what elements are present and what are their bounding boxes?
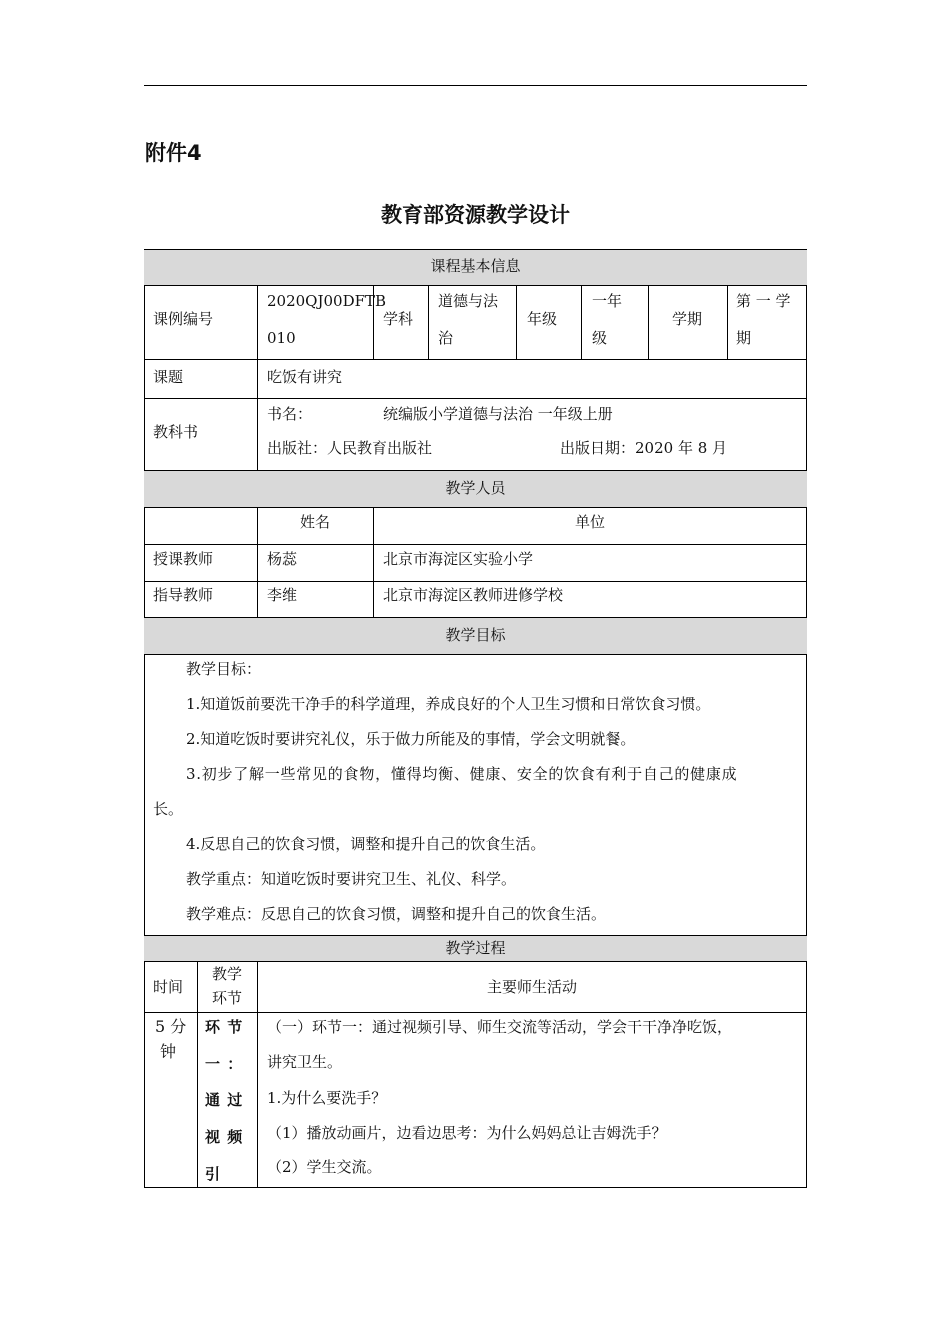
document-title: 教育部资源教学设计 <box>381 203 570 227</box>
objective-item: 3.初步了解一些常见的食物，懂得均衡、健康、安全的饮食有利于自己的健康成 <box>186 765 738 783</box>
publisher: 出版社：人民教育出版社 <box>267 439 433 457</box>
stage-name-line: 一 ： <box>205 1055 244 1073</box>
staff-col-unit: 单位 <box>574 513 605 531</box>
staff-unit: 北京市海淀区教师进修学校 <box>383 586 564 604</box>
section-header-process: 教学过程 <box>144 935 807 962</box>
staff-role: 指导教师 <box>153 586 214 604</box>
term-value-line1: 第 一 学 <box>736 292 791 310</box>
case-no-label: 课例编号 <box>153 310 214 328</box>
subject-value-line2: 治 <box>438 329 454 347</box>
header-rule <box>144 85 807 86</box>
section-header-objectives: 教学目标 <box>144 617 807 655</box>
activity-line: （1）播放动画片，边看边思考：为什么妈妈总让吉姆洗手？ <box>267 1124 667 1142</box>
book-name-label: 书名： <box>267 405 313 423</box>
activity-line: （一）环节一：通过视频引导、师生交流等活动，学会干干净净吃饭， <box>267 1018 733 1036</box>
topic-value: 吃饭有讲究 <box>267 368 343 386</box>
objectives-heading: 教学目标： <box>186 660 262 678</box>
subject-value-line1: 道德与法 <box>438 292 499 310</box>
subject-label: 学科 <box>383 310 414 328</box>
publish-date: 出版日期：2020 年 8 月 <box>560 439 728 457</box>
term-label: 学期 <box>672 310 703 328</box>
process-col-stage-line1: 教学 <box>211 965 242 983</box>
process-col-stage-line2: 环节 <box>211 989 242 1007</box>
objective-item: 4.反思自己的饮食习惯，调整和提升自己的饮食生活。 <box>186 835 546 853</box>
staff-role: 授课教师 <box>153 550 214 568</box>
objective-item-continued: 长。 <box>153 800 184 818</box>
grade-value-line1: 一年 <box>592 292 623 310</box>
process-col-activity: 主要师生活动 <box>486 978 577 996</box>
staff-col-name: 姓名 <box>299 513 330 531</box>
case-no-value-line1: 2020QJ00DFTB <box>267 292 387 310</box>
objective-item: 1.知道饭前要洗干净手的科学道理，养成良好的个人卫生习惯和日常饮食习惯。 <box>186 695 711 713</box>
section-header-basic-info: 课程基本信息 <box>144 249 807 286</box>
activity-line: （2）学生交流。 <box>267 1158 382 1176</box>
stage-time-line1: 5 分 <box>155 1017 187 1036</box>
term-value-line2: 期 <box>736 329 752 347</box>
attachment-label: 附件4 <box>145 141 202 165</box>
grade-label: 年级 <box>527 310 558 328</box>
stage-name-line: 引 <box>205 1165 221 1183</box>
activity-line: 讲究卫生。 <box>267 1053 343 1071</box>
staff-unit: 北京市海淀区实验小学 <box>383 550 534 568</box>
staff-name: 李维 <box>267 586 298 604</box>
stage-name-line: 通 过 <box>205 1091 244 1109</box>
section-header-staff: 教学人员 <box>144 470 807 508</box>
grade-value-line2: 级 <box>592 329 608 347</box>
case-no-value-line2: 010 <box>267 329 296 347</box>
objective-item: 2.知道吃饭时要讲究礼仪，乐于做力所能及的事情，学会文明就餐。 <box>186 730 636 748</box>
stage-time-line2: 钟 <box>160 1042 177 1061</box>
stage-name-line: 视 频 <box>205 1128 244 1146</box>
book-name-value: 统编版小学道德与法治 一年级上册 <box>383 405 613 423</box>
activity-line: 1.为什么要洗手？ <box>267 1089 387 1107</box>
topic-label: 课题 <box>153 368 184 386</box>
difficult-point: 教学难点：反思自己的饮食习惯，调整和提升自己的饮食生活。 <box>186 905 607 923</box>
process-col-time: 时间 <box>153 978 184 996</box>
key-point: 教学重点：知道吃饭时要讲究卫生、礼仪、科学。 <box>186 870 517 888</box>
lesson-design-table <box>144 249 807 1188</box>
stage-name-line: 环 节 <box>205 1018 244 1036</box>
staff-name: 杨蕊 <box>267 550 298 568</box>
textbook-label: 教科书 <box>153 423 199 441</box>
